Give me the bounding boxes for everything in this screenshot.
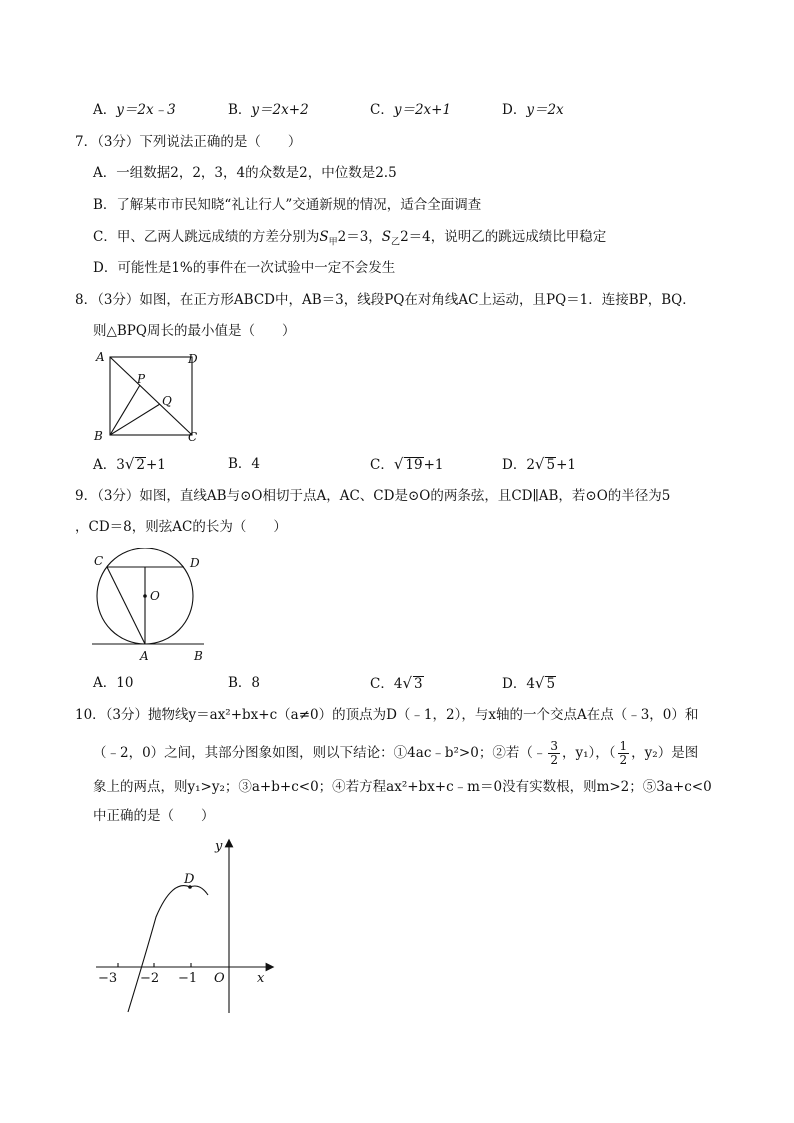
radical-icon: √ xyxy=(124,455,135,473)
q8-stem-line1: 8．（3分）如图，在正方形ABCD中，AB＝3，线段PQ在对角线AC上运动，且PQ＝1．连接BP，BQ． xyxy=(75,292,696,308)
radical-icon: √ xyxy=(393,455,404,473)
option-letter: A． xyxy=(93,457,117,473)
option-tail: +1 xyxy=(556,457,576,473)
q8-option-c xyxy=(370,454,444,475)
x-axis-label: x xyxy=(257,971,265,986)
origin-label: O xyxy=(214,971,225,986)
option-tail: +1 xyxy=(423,457,444,473)
q9-option-c xyxy=(370,673,424,694)
q8-option-b: B．4 xyxy=(228,456,261,472)
q8-square-figure xyxy=(90,345,210,445)
fraction-numerator: 3 xyxy=(550,739,558,753)
option-text: y＝2x xyxy=(526,102,564,118)
option-letter: C． xyxy=(370,676,394,692)
tick-label-neg2: −2 xyxy=(140,971,160,986)
q8-option-a xyxy=(93,454,166,475)
radicand: 5 xyxy=(546,457,556,473)
radical-icon: √ xyxy=(402,674,412,692)
q9-circle-figure xyxy=(88,548,218,666)
q6-option-c xyxy=(370,100,451,120)
q7-option-c xyxy=(93,227,606,253)
label-c: C xyxy=(94,554,104,568)
tick-label-neg3: −3 xyxy=(98,971,118,986)
option-letter: A． xyxy=(93,102,117,118)
parabola-curve xyxy=(128,886,208,1012)
option-tail: +1 xyxy=(146,457,166,473)
q7-option-a: A．一组数据2，2，3，4的众数是2，中位数是2.5 xyxy=(93,165,397,181)
diagonal-ac xyxy=(110,357,192,435)
fraction-denominator: 2 xyxy=(619,753,628,767)
q10-stem-line4: 中正确的是（ ） xyxy=(93,808,215,824)
radicand: 5 xyxy=(546,676,556,692)
option-coef: 4 xyxy=(526,676,535,692)
segment-bp xyxy=(110,385,140,435)
q8-option-d xyxy=(502,454,576,475)
option-text: y＝2x+1 xyxy=(393,102,452,118)
label-c: C xyxy=(188,430,198,444)
label-a: A xyxy=(140,649,149,663)
vertex-label-d: D xyxy=(184,872,195,887)
radical-icon: √ xyxy=(534,455,545,473)
y-axis-label: y xyxy=(215,839,223,854)
q9-option-d xyxy=(502,673,556,694)
q7-c-s2: S xyxy=(381,229,392,245)
label-a: A xyxy=(96,350,105,364)
fraction-numerator: 1 xyxy=(619,739,628,753)
radicand: 2 xyxy=(136,457,145,473)
q9-stem-line2: ，CD＝8，则弦AC的长为（ ） xyxy=(75,519,287,535)
option-letter: D． xyxy=(502,676,527,692)
option-coef: 3 xyxy=(116,457,125,473)
radicand: 3 xyxy=(414,676,423,692)
label-b: B xyxy=(94,429,103,443)
q6-option-d xyxy=(502,100,564,120)
q7-option-d: D．可能性是1%的事件在一次试验中一定不会发生 xyxy=(93,260,396,276)
q9-option-b: B．8 xyxy=(228,675,261,691)
label-d: D xyxy=(188,352,198,366)
q10-stem-line1: 10．（3分）抛物线y＝ax²+bx+c（a≠0）的顶点为D（﹣1，2），与x轴的一个交点A在点（﹣3，0）和 xyxy=(75,707,699,723)
label-d: D xyxy=(190,556,200,570)
option-letter: C． xyxy=(370,457,394,473)
q7-c-eq2: 2＝4，说明乙的跳远成绩比甲稳定 xyxy=(400,229,607,245)
radicand: 19 xyxy=(405,457,423,473)
q10-parabola-graph xyxy=(90,835,280,1020)
option-coef: 4 xyxy=(393,676,403,692)
q9-stem-line1: 9．（3分）如图，直线AB与⊙O相切于点A，AC、CD是⊙O的两条弦，且CD∥AB，若⊙O的半径为5 xyxy=(75,488,671,504)
q6-option-b xyxy=(228,100,309,120)
option-letter: D． xyxy=(502,457,527,473)
label-o: O xyxy=(150,589,160,603)
option-coef: 2 xyxy=(526,457,535,473)
option-letter: C． xyxy=(370,102,394,118)
q6-option-a xyxy=(93,100,176,120)
q8-stem-line2: 则△BPQ周长的最小值是（ ） xyxy=(93,323,296,339)
q10-line2-part-c: ，y₂）是图 xyxy=(631,745,699,761)
chord-ac xyxy=(107,567,145,644)
q10-line2-part-b: ，y₁），（ xyxy=(561,745,616,761)
q7-c-sub1: 甲 xyxy=(328,237,338,248)
option-letter: D． xyxy=(502,102,527,118)
q10-line2-part-a: （﹣2，0）之间，其部分图象如图，则以下结论：①4ac﹣b²>0；②若（﹣ xyxy=(93,745,547,761)
label-q: Q xyxy=(162,394,172,408)
q7-c-sub2: 乙 xyxy=(391,237,401,248)
segment-bq xyxy=(110,404,160,435)
q7-c-eq1: 2＝3， xyxy=(337,229,382,245)
q9-option-a: A．10 xyxy=(93,675,134,691)
q7-option-b: B．了解某市市民知晓“礼让行人”交通新规的情况，适合全面调查 xyxy=(93,197,482,213)
q7-c-s1: S xyxy=(319,229,329,245)
center-dot xyxy=(143,594,147,598)
label-p: P xyxy=(137,372,146,386)
q10-stem-line3: 象上的两点，则y₁>y₂；③a+b+c<0；④若方程ax²+bx+c﹣m＝0没有实数根，则m>2；⑤3a+c<0 xyxy=(93,779,712,795)
option-text: y＝2x+2 xyxy=(251,102,309,118)
q10-stem-line2 xyxy=(93,740,698,767)
tick-label-neg1: −1 xyxy=(178,971,198,986)
option-text: y＝2x﹣3 xyxy=(116,102,176,118)
q7-stem: 7．（3分）下列说法正确的是（ ） xyxy=(75,134,302,150)
fraction-denominator: 2 xyxy=(550,753,558,767)
radical-icon: √ xyxy=(534,674,545,692)
q7-c-prefix: C．甲、乙两人跳远成绩的方差分别为 xyxy=(93,229,320,245)
fraction-one-half xyxy=(618,740,630,767)
label-b: B xyxy=(194,649,203,663)
fraction-three-halves xyxy=(548,740,560,767)
option-letter: B． xyxy=(228,102,252,118)
